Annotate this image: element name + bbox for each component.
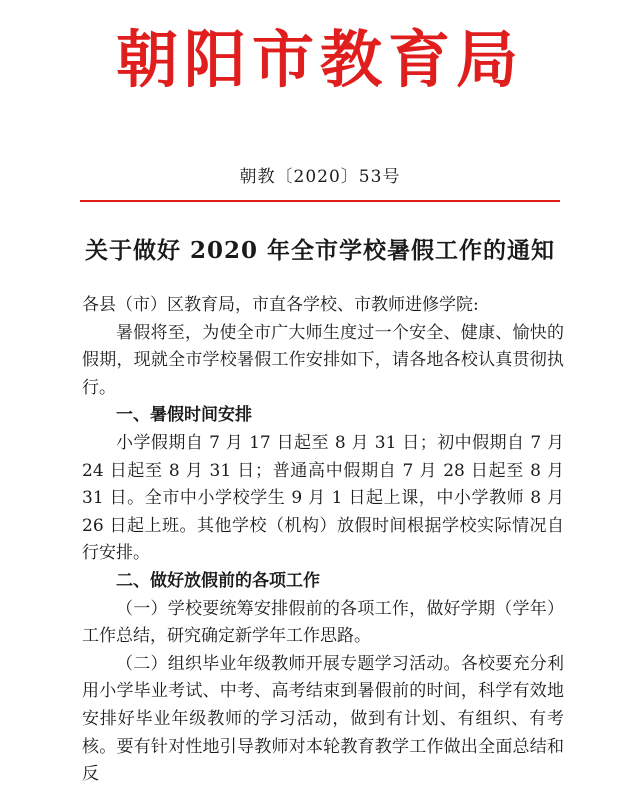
section-heading-1: 一、暑假时间安排	[116, 405, 252, 426]
section-1-paragraph: 小学假期自 7 月 17 日起至 8 月 31 日；初中假期自 7 月 24 日起至 8 月 31 日；普通高中假期自 7 月 28 日起至 8 月 31 日。全市中小学校学生 9 月 1 日起上课，中小学教师 8 月 26 日起上班。其他学校（机构）放假时间根据学校实际情况自行安排。	[82, 432, 564, 564]
document-number: 朝教〔2020〕53号	[239, 167, 401, 187]
section-2-item-1: （一）学校要统筹安排假前的各项工作，做好学期（学年）工作总结，研究确定新学年工作思路。	[82, 598, 564, 647]
red-divider-line	[80, 200, 560, 202]
document-title: 关于做好 2020 年全市学校暑假工作的通知	[84, 237, 556, 264]
addressee-line: 各县（市）区教育局，市直各学校、市教师进修学院:	[82, 295, 479, 315]
document-body	[82, 292, 564, 789]
org-masthead: 朝阳市教育局	[115, 23, 524, 96]
section-2-item-2: （二）组织毕业年级教师开展专题学习活动。各校要充分利用小学毕业考试、中考、高考结束到暑假前的时间，科学有效地安排好毕业年级教师的学习活动，做到有计划、有组织、有考核。要有针对性地引导教师对本轮教育教学工作做出全面总结和反	[82, 653, 564, 785]
section-heading-2: 二、做好放假前的各项工作	[116, 570, 320, 591]
intro-paragraph: 暑假将至，为使全市广大师生度过一个安全、健康、愉快的假期，现就全市学校暑假工作安排如下，请各地各校认真贯彻执行。	[82, 322, 564, 398]
